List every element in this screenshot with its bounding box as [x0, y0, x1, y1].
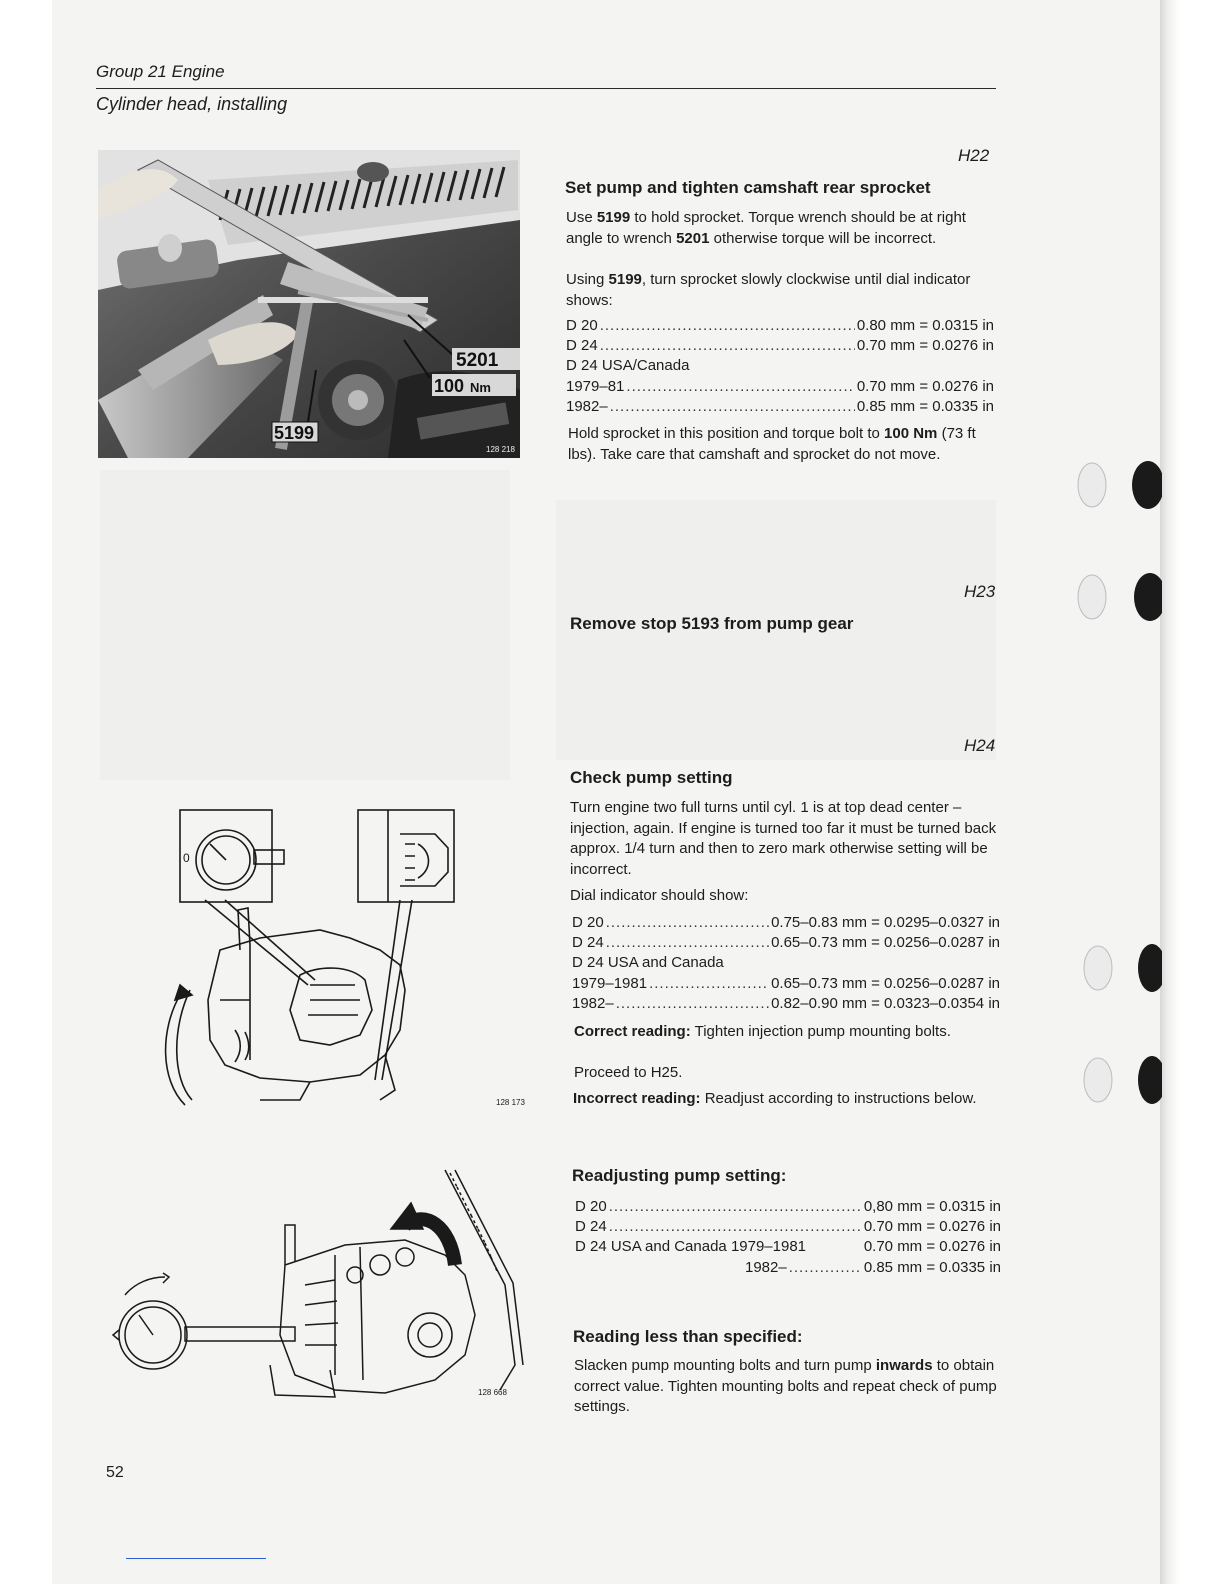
h24-title: Check pump setting: [570, 768, 733, 787]
h24-proceed: Proceed to H25.: [574, 1064, 683, 1081]
h24-incorrect-reading: Incorrect reading: Readjust according to instructions below.: [573, 1090, 977, 1107]
h22-spec-row: D 24 ..... 0.70 mm = 0.0276 in: [566, 336, 994, 356]
binder-hole-3: [1076, 938, 1162, 998]
h22-paragraph-3: Hold sprocket in this position and torque bolt to 100 Nm (73 ft lbs). Take care that camshaft and sprocket do not move.: [568, 425, 976, 463]
less-title: Reading less than specified:: [573, 1327, 803, 1346]
header-group: Group 21 Engine: [96, 62, 225, 81]
header-section: Cylinder head, installing: [96, 94, 288, 114]
figure3-id: 128 668: [478, 1388, 507, 1397]
h24-correct-reading: Correct reading: Tighten injection pump mounting bolts.: [574, 1023, 951, 1040]
photo-illustration: [98, 150, 520, 458]
photo-torque-wrench: [98, 150, 520, 458]
photo-label-5199: 5199: [274, 423, 315, 443]
h24-spec-row: D 24 USA and Canada: [572, 954, 724, 972]
photo-label-torque-unit: Nm: [470, 380, 491, 395]
h22-paragraph-2: Using 5199, turn sprocket slowly clockwise until dial indicator shows:: [566, 271, 971, 309]
h24-spec-table: [572, 913, 1000, 1014]
step-h22: H22: [958, 146, 990, 165]
readjust-spec-table: [575, 1197, 1001, 1278]
h23-title: Remove stop 5193 from pump gear: [570, 614, 854, 633]
bottom-link-underline: [126, 1558, 266, 1559]
figure-injection-pump: [105, 1165, 525, 1405]
h24-paragraph-1: Turn engine two full turns until cyl. 1 is at top dead center – injection, again. If engine is turned too far it must be turned back approx. 1/4 turn and then to zero mark otherwise setting will be incorrect.: [570, 799, 997, 878]
h22-spec-row: 1982– ..... 0.85 mm = 0.0335 in: [566, 397, 994, 417]
step-h23: H23: [964, 582, 996, 601]
binder-hole-1: [1070, 455, 1162, 515]
h22-spec-table: [566, 316, 994, 417]
header-rule: [96, 88, 996, 89]
h22-spec-row: 1979–81 ..... 0.70 mm = 0.0276 in: [566, 377, 994, 397]
readjust-spec-row: D 24 ..... 0.70 mm = 0.0276 in: [575, 1217, 1001, 1237]
h22-paragraph-1: Use 5199 to hold sprocket. Torque wrench should be at right angle to wrench 5201 otherwise torque will be incorrect.: [566, 209, 966, 247]
step-h24: H24: [964, 736, 996, 755]
h22-spec-row: D 20 ..... 0.80 mm = 0.0315 in: [566, 316, 994, 336]
h24-spec-row: D 20 ..... 0.75–0.83 mm = 0.0295–0.0327 in: [572, 913, 1000, 933]
bleed-through-left: [100, 470, 510, 780]
photo-label-5201: 5201: [456, 350, 499, 371]
photo-label-torque: 100: [434, 376, 465, 396]
h24-spec-row: 1982– ..... 0.82–0.90 mm = 0.0323–0.0354 in: [572, 994, 1000, 1014]
binder-hole-2: [1070, 567, 1162, 627]
readjust-title: Readjusting pump setting:: [572, 1166, 787, 1185]
figure2-dial-zero: 0: [183, 851, 190, 865]
readjust-spec-row: D 24 USA and Canada 1979–1981 0.70 mm = 0.0276 in: [575, 1238, 1001, 1256]
scan-left-margin: [0, 0, 52, 1584]
readjust-spec-row: D 20 ..... 0,80 mm = 0.0315 in: [575, 1197, 1001, 1217]
figure2-id: 128 173: [496, 1098, 525, 1107]
page-number: 52: [106, 1464, 124, 1481]
h22-spec-row: D 24 USA/Canada: [566, 357, 690, 375]
figure-engine-dial-indicator: [150, 800, 540, 1120]
binder-hole-4: [1076, 1050, 1162, 1110]
h24-spec-row: 1979–1981 ..... 0.65–0.73 mm = 0.0256–0.0287 in: [572, 974, 1000, 994]
scan-right-edge: [1160, 0, 1224, 1584]
photo-figure-id: 128 218: [486, 445, 515, 454]
readjust-spec-row: 1982– ..... 0.85 mm = 0.0335 in: [575, 1258, 1001, 1278]
h24-spec-row: D 24 ..... 0.65–0.73 mm = 0.0256–0.0287 in: [572, 933, 1000, 953]
less-paragraph: Slacken pump mounting bolts and turn pump inwards to obtain correct value. Tighten mounting bolts and repeat check of pump settings.: [574, 1357, 997, 1415]
h24-paragraph-2: Dial indicator should show:: [570, 887, 749, 904]
h22-title: Set pump and tighten camshaft rear sprocket: [565, 178, 931, 197]
